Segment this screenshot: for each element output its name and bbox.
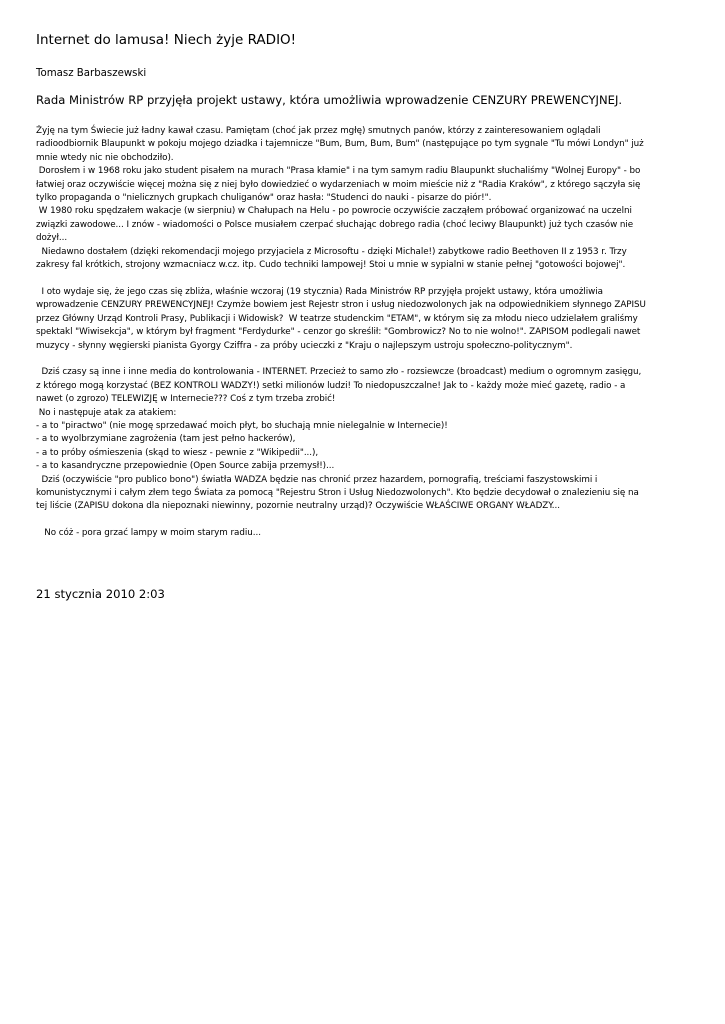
- body-line: przez Główny Urząd Kontroli Prasy, Publikacji i Widowisk? W teatrze studenckim "ETAM", w którym się za młodu nieco udzielałem graliśmy: [36, 313, 638, 324]
- body-line: Dorosłem i w 1968 roku jako student pisałem na murach "Prasa kłamie" i na tym samym radiu Blaupunkt słuchaliśmy "Wolnej Europy" - bo: [36, 166, 641, 177]
- body-line: W 1980 roku spędzałem wakacje (w sierpniu) w Chałupach na Helu - po powrocie oczywiście zacząłem próbować organizować na uczelni: [36, 206, 632, 217]
- body-line: wprowadzenie CENZURY PREWENCYJNEJ! Czymże bowiem jest Rejestr stron i usług niedozwolonych jak na odpowiednikiem słynnego ZAPISU: [36, 300, 646, 311]
- body-line: Dziś (oczywiście "pro publico bono") światła WADZA będzie nas chronić przez hazardem, pornografią, treściami faszystowskimi i: [36, 474, 598, 485]
- body-line: [36, 353, 688, 366]
- body-line: łatwiej oraz oczywiście więcej można się z niej było dowiedzieć o wydarzeniach w moim mieście niż z "Radia Kraków", z którego sączyła się: [36, 179, 641, 190]
- body-line: - a to wyolbrzymiane zagrożenia (tam jest pełno hackerów),: [36, 434, 296, 445]
- publication-date: 21 stycznia 2010 2:03: [36, 587, 165, 601]
- body-line: [36, 272, 688, 285]
- author-name: Tomasz Barbaszewski: [36, 68, 147, 79]
- body-line: No i następuje atak za atakiem:: [36, 407, 177, 418]
- body-line: związki zawodowe... I znów - wiadomości o Polsce musiałem czerpać słuchając dobrego radia (choć leciwy Blaupunkt) już tych czasów nie: [36, 219, 634, 230]
- body-line: - a to próby ośmieszenia (skąd to wiesz - pewnie z "Wikipedii"...),: [36, 447, 319, 458]
- body-line: muzycy - słynny węgierski pianista Gyorgy Cziffra - za próby ucieczki z "Kraju o najlepszym ustroju społeczno-politycznym".: [36, 340, 573, 351]
- body-line: z którego mogą korzystać (BEZ KONTROLI WADZY!) setki milionów ludzi! To niedopuszczalne! Jak to - każdy może mieć gazetę, radio - a: [36, 380, 626, 391]
- body-line: nawet (o zgrozo) TELEWIZJĘ w Internecie??? Coś z tym trzeba zrobić!: [36, 394, 336, 405]
- body-line: No cóż - pora grzać lampy w moim starym radiu...: [36, 528, 261, 539]
- article-body: [36, 125, 688, 541]
- body-line: mnie wtedy nic nie obchodziło).: [36, 152, 174, 163]
- body-line: - a to kasandryczne przepowiednie (Open Source zabija przemysł!)...: [36, 461, 335, 472]
- body-line: radioodbiornik Blaupunkt w pokoju mojego dziadka i tajemnicze "Bum, Bum, Bum, Bum" (następujące po tym sygnale "Tu mówi Londyn" już: [36, 139, 644, 150]
- body-line: spektakl "Wiwisekcja", w którym był fragment "Ferdydurke" - cenzor go skreślił: "Gombrowicz? No to nie wolno!". ZAPISOM podlegali nawet: [36, 327, 641, 338]
- body-line: - a to "piractwo" (nie mogę sprzedawać moich płyt, bo słuchają mnie nielegalnie w Internecie)!: [36, 420, 448, 431]
- body-line: dożył...: [36, 233, 68, 244]
- body-line: komunistycznymi i całym złem tego Świata za pomocą "Rejestru Stron i Usług Niedozwolonych". Kto będzie decydował o znalezieniu się na: [36, 487, 639, 498]
- document-title: Internet do lamusa! Niech żyje RADIO!: [36, 32, 297, 48]
- document-subtitle: Rada Ministrów RP przyjęła projekt ustawy, która umożliwia wprowadzenie CENZURY PREWENCYJNEJ.: [36, 93, 623, 107]
- body-line: zakresy fal krótkich, strojony wzmacniacz w.cz. itp. Cudo techniki lampowej! Stoi u mnie w sypialni w stanie pełnej "gotowości bojowej".: [36, 260, 626, 271]
- document-page: [36, 31, 688, 541]
- body-line: tylko propaganda o "nielicznych grupkach chuliganów" oraz hasła: "Studenci do nauki - pisarze do piór!".: [36, 193, 492, 204]
- body-line: Niedawno dostałem (dzięki rekomendacji mojego przyjaciela z Microsoftu - dzięki Michale!) zabytkowe radio Beethoven II z 1953 r. Trzy: [36, 246, 627, 257]
- body-line: [36, 514, 688, 527]
- body-line: Dziś czasy są inne i inne media do kontrolowania - INTERNET. Przecież to samo zło - rozsiewcze (broadcast) medium o ogromnym zasięgu,: [36, 367, 642, 378]
- body-line: tej liście (ZAPISU dokona dla niepoznaki niewinny, pozornie neutralny urząd)? Oczywiście WŁAŚCIWE ORGANY WŁADZY...: [36, 501, 560, 512]
- body-line: Żyję na tym Świecie już ładny kawał czasu. Pamiętam (choć jak przez mgłę) smutnych panów, którzy z zainteresowaniem oglądali: [36, 126, 601, 136]
- body-line: I oto wydaje się, że jego czas się zbliża, właśnie wczoraj (19 stycznia) Rada Ministrów RP przyjęła projekt ustawy, która umożliwia: [36, 286, 603, 297]
